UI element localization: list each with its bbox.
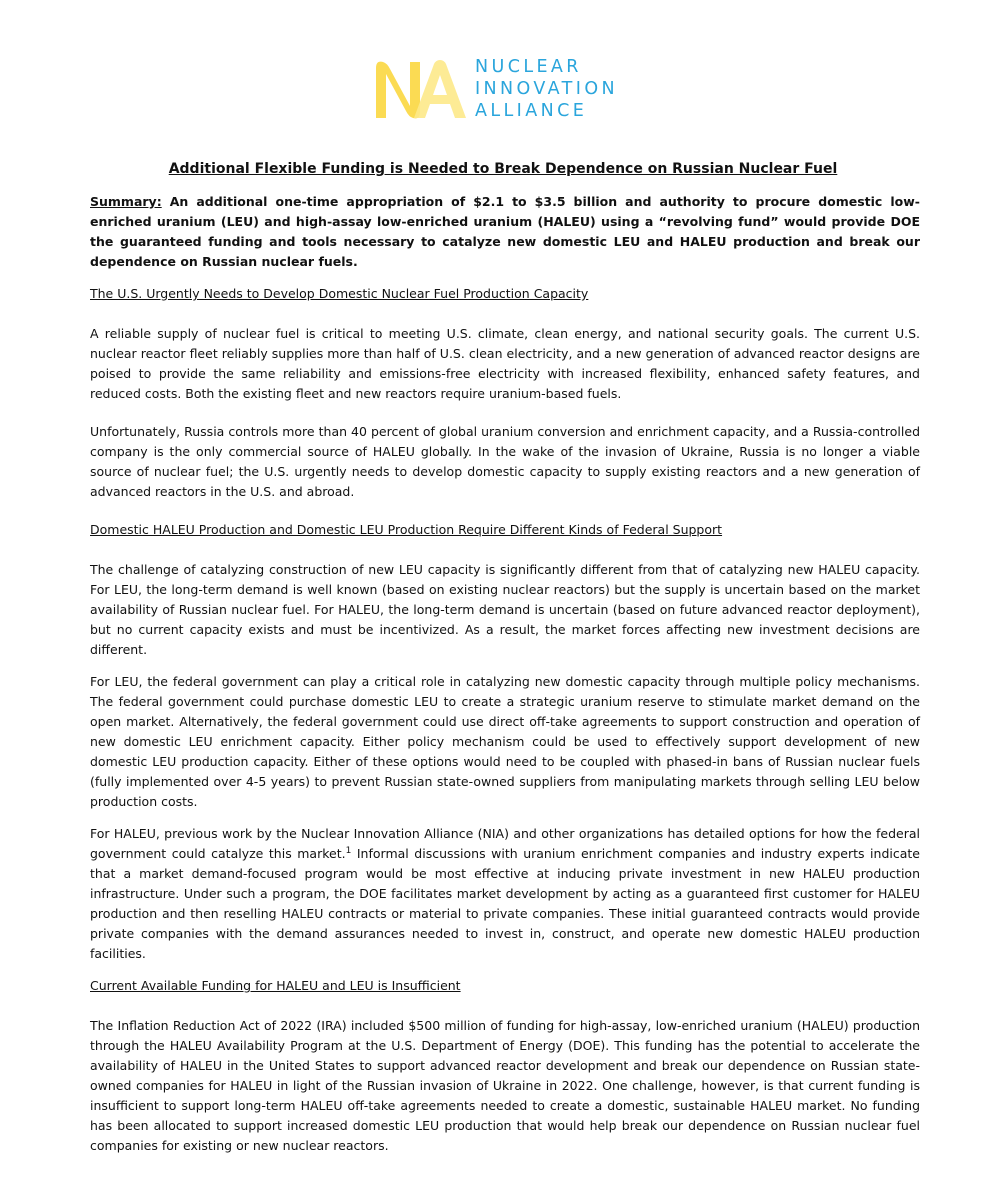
section-heading-funding: Current Available Funding for HALEU and LEU is Insufficient [90, 978, 461, 993]
nia-logo [372, 56, 642, 122]
nia-logo-mark [372, 56, 472, 122]
section-heading-federal-support: Domestic HALEU Production and Domestic LEU Production Require Different Kinds of Federal Support [90, 522, 723, 537]
paragraph-ira-funding: The Inflation Reduction Act of 2022 (IRA) included $500 million of funding for high-assay, low-enriched uranium (HALEU) production through the HALEU Availability Program at the U.S. Department of Energy (DOE). This funding has the potential to accelerate the availability of HALEU in the United States to support advanced reactor development and break our dependence on Russian state-owned companies for HALEU in light of the Russian invasion of Ukraine in 2022. One challenge, however, is that current funding is insufficient to support long-term HALEU off-take agreements needed to create a domestic, sustainable HALEU market. No funding has been allocated to support increased domestic LEU production that would help break our dependence on Russian nuclear fuel companies for existing or new nuclear reactors. [90, 1018, 920, 1153]
haleu-policy-text-b: Informal discussions with uranium enrichment companies and industry experts indicate that a market demand-focused program would be most effective at inducing private investment in new HALEU production infrastructure. Under such a program, the DOE facilitates market development by acting as a guaranteed first customer for HALEU production and then reselling HALEU contracts or material to private companies. These initial guaranteed contracts would provide private companies with the demand assurances needed to invest in, construct, and operate new domestic HALEU production facilities. [90, 846, 920, 961]
paragraph-fuel-supply: A reliable supply of nuclear fuel is critical to meeting U.S. climate, clean energy, and national security goals. The current U.S. nuclear reactor fleet reliably supplies more than half of U.S. clean electricity, and a new generation of advanced reactor designs are poised to provide the same reliability and emissions-free electricity with increased flexibility, enhanced safety features, and reduced costs. Both the existing fleet and new reactors require uranium-based fuels. [90, 326, 920, 401]
summary-text: An additional one-time appropriation of $2.1 to $3.5 billion and authority to procure domestic low-enriched uranium (LEU) and high-assay low-enriched uranium (HALEU) using a “revolving fund” would provide DOE the guaranteed funding and tools necessary to catalyze new domestic LEU and HALEU production and break our dependence on Russian nuclear fuels. [90, 194, 920, 269]
paragraph-haleu-policy [90, 824, 920, 964]
logo-line-1: NUCLEAR [475, 57, 582, 77]
logo-line-2: INNOVATION [475, 79, 618, 99]
section-heading-fuel-capacity: The U.S. Urgently Needs to Develop Domestic Nuclear Fuel Production Capacity [90, 286, 589, 301]
paragraph-leu-vs-haleu: The challenge of catalyzing construction of new LEU capacity is significantly different from that of catalyzing new HALEU capacity. For LEU, the long-term demand is well known (based on existing nuclear reactors) but the supply is uncertain based on the market availability of Russian nuclear fuel. For HALEU, the long-term demand is uncertain (based on future advanced reactor deployment), but no current capacity exists and must be incentivized. As a result, the market forces affecting new investment decisions are different. [90, 562, 920, 657]
footnote-ref[interactable]: 1 [345, 845, 352, 856]
logo-wordmark [475, 56, 618, 122]
summary-label: Summary: [90, 194, 162, 209]
summary-paragraph [90, 192, 920, 272]
paragraph-leu-policy: For LEU, the federal government can play a critical role in catalyzing new domestic capacity through multiple policy mechanisms. The federal government could purchase domestic LEU to create a strategic uranium reserve to stimulate market demand on the open market. Alternatively, the federal government could use direct off-take agreements to support construction and operation of new domestic LEU enrichment capacity. Either policy mechanism could be used to effectively support development of new domestic LEU production capacity. Either of these options would need to be coupled with phased-in bans of Russian nuclear fuels (fully implemented over 4-5 years) to prevent Russian state-owned suppliers from manipulating markets through selling LEU below production costs. [90, 674, 920, 809]
paragraph-russia-control: Unfortunately, Russia controls more than 40 percent of global uranium conversion and enrichment capacity, and a Russia-controlled company is the only commercial source of HALEU globally. In the wake of the invasion of Ukraine, Russia is no longer a viable source of nuclear fuel; the U.S. urgently needs to develop domestic capacity to supply existing reactors and a new generation of advanced reactors in the U.S. and abroad. [90, 424, 920, 499]
document-body [90, 192, 920, 1174]
logo-line-3: ALLIANCE [475, 101, 588, 121]
haleu-policy-text-a: For HALEU, previous work by the Nuclear Innovation Alliance (NIA) and other organizations has detailed options for how the federal government could catalyze this market. [90, 826, 920, 861]
document-title: Additional Flexible Funding is Needed to Break Dependence on Russian Nuclear Fuel [168, 161, 838, 177]
